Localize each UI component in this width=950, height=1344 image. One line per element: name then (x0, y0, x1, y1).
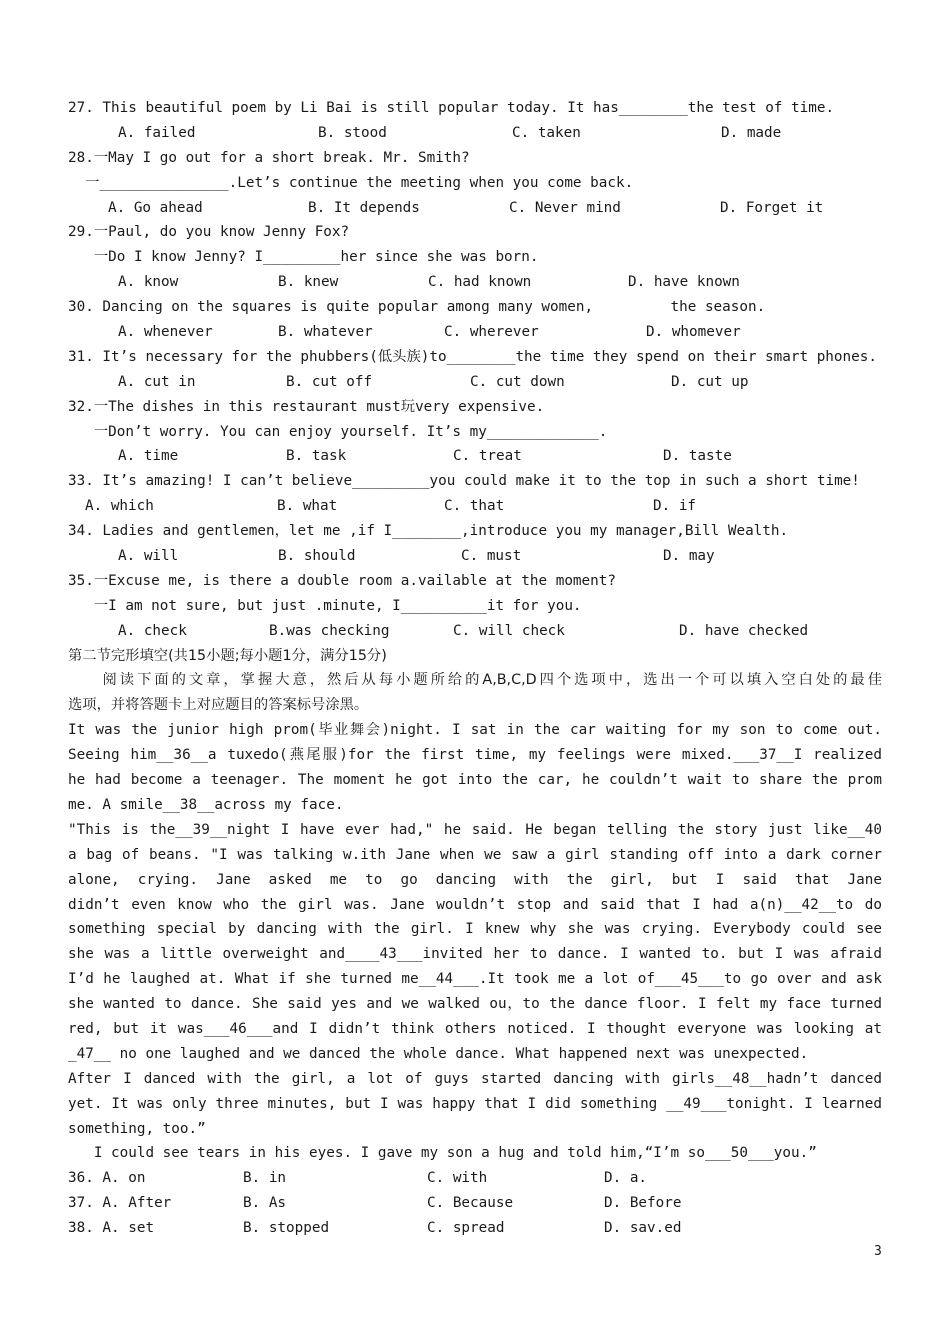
text-line: 35.一Excuse me, is there a double room a.vailable at the moment? (68, 572, 616, 589)
answer-options-row (68, 1216, 882, 1241)
text-line: yet. It was only three minutes, but I was happy that I did something __49___tonight. I learned (68, 1095, 882, 1112)
answer-option: C. had known (428, 274, 532, 291)
answer-option: A. which (85, 498, 154, 515)
text-line: It was the junior high prom(毕业舞会)night. I sat in the car waiting for my son to come out. (68, 722, 882, 739)
text-line: something special by dancing with the girl. I knew why she was crying. Everybody could see (68, 921, 882, 938)
answer-option: D. may (663, 548, 715, 565)
answer-option: A. Go ahead (108, 199, 203, 216)
answer-option: C. will check (453, 622, 565, 639)
page-number: 3 (874, 1244, 882, 1259)
text-line: I could see tears in his eyes. I gave my son a hug and told him,“I’m so___50___you.” (68, 1145, 817, 1162)
text-line: a bag of beans. "I was talking w.ith Jane when we saw a girl standing off into a dark corner (68, 846, 882, 863)
text-line: she wanted to dance. She said yes and we walked ou，to the dance floor. I felt my face turned (68, 996, 882, 1013)
answer-option: B. should (278, 548, 356, 565)
text-line: _47__ no one laughed and we danced the whole dance. What happened next was unexpected. (68, 1045, 809, 1062)
text-line: 一Don’t worry. You can enjoy yourself. It’s my_____________. (68, 423, 608, 440)
text-line: 选项，并将答题卡上对应题目的答案标号涂黑。 (68, 697, 369, 714)
answer-options-row (68, 619, 882, 644)
answer-option: C. Because (427, 1195, 514, 1212)
answer-option: D. have checked (679, 622, 809, 639)
answer-options-row (68, 444, 882, 469)
answer-options-row (68, 1166, 882, 1191)
text-line: 27. This beautiful poem by Li Bai is still popular today. It has________the test of time. (68, 100, 835, 116)
answer-option: D. whomever (646, 324, 741, 341)
answer-option: C. Never mind (509, 199, 621, 216)
text-line: 第二节完形填空(共15小题;每小题1分，满分15分) (68, 647, 387, 664)
text-line: 一Do I know Jenny? I_________her since she was born. (68, 249, 539, 266)
answer-options-row (68, 370, 882, 395)
text-line: he had become a teenager. The moment he got into the car, he couldn’t wait to share the prom (68, 772, 882, 789)
answer-option: B. It depends (308, 199, 420, 216)
answer-options-row (68, 196, 882, 221)
text-line: 一I am not sure, but just .minute, I__________it for you. (68, 597, 582, 614)
text-line: 阅读下面的文章，掌握大意，然后从每小题所给的A,B,C,D四个选项中，选出一个可以填入空白处的最佳 (68, 672, 882, 689)
answer-option: D. have known (628, 274, 740, 291)
answer-options-row (68, 1191, 882, 1216)
text-line: "This is the__39__night I have ever had," he said. He began telling the story just like__40 (68, 821, 882, 838)
answer-option: B. cut off (286, 373, 373, 390)
text-line: I’d he laughed at. What if she turned me__44___.It took me a lot of___45___to go over and ask (68, 971, 882, 988)
answer-option: D. Forget it (720, 199, 824, 216)
answer-option: A. know (118, 274, 179, 291)
answer-option: D. if (653, 498, 697, 515)
answer-option: A. check (118, 622, 187, 639)
answer-option: C. must (461, 548, 522, 565)
answer-option: B. stopped (243, 1220, 330, 1237)
answer-option: B.was checking (269, 622, 390, 639)
answer-option: B. task (286, 448, 347, 465)
answer-option: B. stood (318, 124, 387, 141)
text-line: 34. Ladies and gentlemen，let me ,if I________,introduce you my manager,Bill Wealth. (68, 523, 789, 540)
answer-option: D. Before (604, 1195, 682, 1212)
answer-options-row (68, 121, 882, 146)
answer-option: C. that (444, 498, 505, 515)
answer-options-row (68, 270, 882, 295)
answer-option: B. knew (278, 274, 339, 291)
answer-option: D. taste (663, 448, 732, 465)
answer-option: C. wherever (444, 324, 539, 341)
text-line: red, but it was___46___and I didn’t think others noticed. I thought everyone was looking at (68, 1020, 882, 1037)
answer-option: B. in (243, 1170, 287, 1187)
text-line: 31. It’s necessary for the phubbers(低头族)to________the time they spend on their smart phones. (68, 348, 877, 365)
exam-page (68, 96, 882, 1241)
text-line: 32.一The dishes in this restaurant must玩very expensive. (68, 398, 545, 415)
text-line: 一_______________.Let’s continue the meeting when you come back. (68, 174, 634, 191)
answer-option: D. cut up (671, 373, 749, 390)
answer-option: D. made (721, 124, 782, 141)
answer-option: A. whenever (118, 324, 213, 341)
text-line: 30. Dancing on the squares is quite popular among many women, the season. (68, 299, 766, 316)
text-line: alone, crying. Jane asked me to go dancing with the girl, but I said that Jane (68, 871, 882, 888)
text-line: 28.一May I go out for a short break. Mr. Smith? (68, 149, 470, 166)
answer-option: 37. A. After (68, 1195, 172, 1212)
answer-option: A. will (118, 548, 179, 565)
answer-option: A. cut in (118, 373, 196, 390)
answer-option: B. As (243, 1195, 287, 1212)
answer-option: C. treat (453, 448, 522, 465)
answer-option: C. spread (427, 1220, 505, 1237)
answer-option: A. time (118, 448, 179, 465)
text-line: After I danced with the girl, a lot of guys started dancing with girls__48__hadn’t danced (68, 1070, 882, 1087)
text-line: something, too.” (68, 1120, 206, 1137)
answer-option: B. whatever (278, 324, 373, 341)
answer-option: D. a. (604, 1170, 648, 1187)
answer-option: D. sav.ed (604, 1220, 682, 1237)
text-line: Seeing him__36__a tuxedo(燕尾服)for the first time, my feelings were mixed.___37__I realized (68, 747, 882, 764)
text-line: 33. It’s amazing! I can’t believe_________you could make it to the top in such a short time! (68, 473, 860, 490)
answer-option: C. taken (512, 124, 581, 141)
text-line: didn’t even know who the girl was. Jane wouldn’t stop and said that I had a(n)__42__to do (68, 896, 882, 913)
answer-option: B. what (277, 498, 338, 515)
answer-options-row (68, 494, 882, 519)
answer-options-row (68, 544, 882, 569)
text-line: 29.一Paul, do you know Jenny Fox? (68, 224, 350, 241)
text-line: me. A smile__38__across my face. (68, 796, 344, 813)
answer-option: C. cut down (470, 373, 565, 390)
answer-option: C. with (427, 1170, 488, 1187)
answer-options-row (68, 320, 882, 345)
answer-option: 36. A. on (68, 1170, 146, 1187)
text-line: she was a little overweight and____43___invited her to dance. I wanted to. but I was afraid (68, 946, 882, 963)
answer-option: 38. A. set (68, 1220, 155, 1237)
answer-option: A. failed (118, 124, 196, 141)
